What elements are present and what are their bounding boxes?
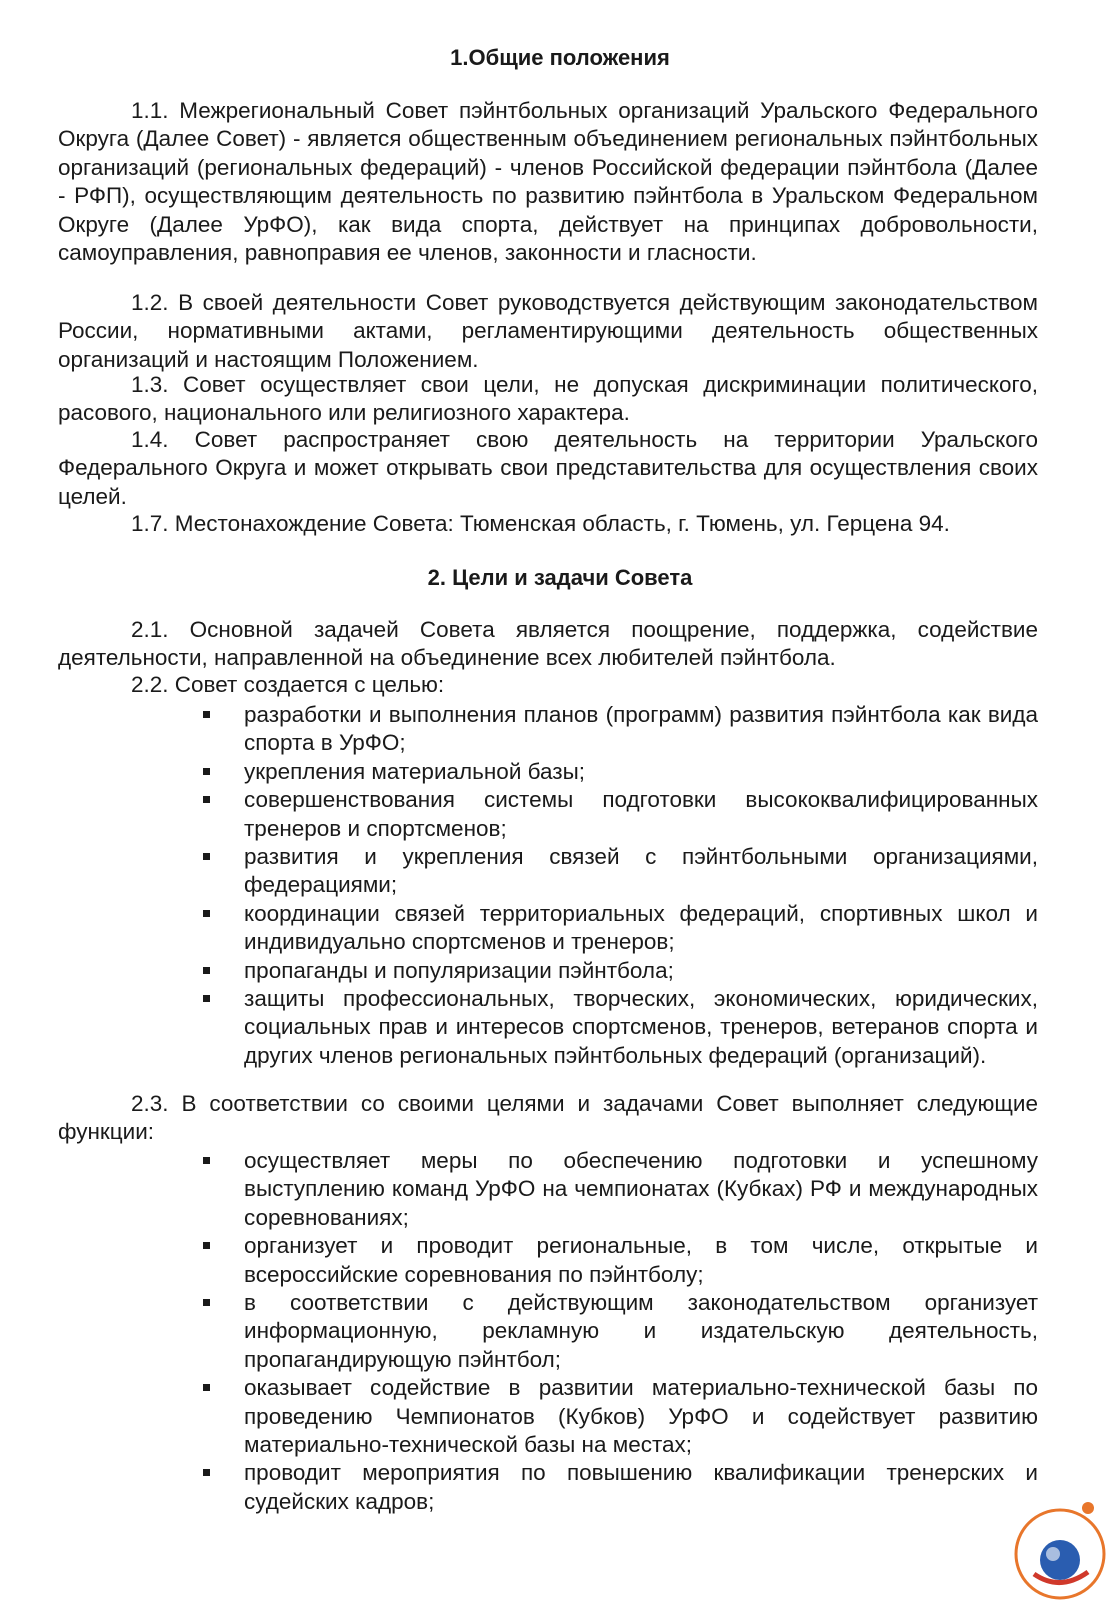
paragraph-2-1: 2.1. Основной задачей Совета является поощрение, поддержка, содействие деятельности, направленной на объединение всех любителей пэйнтбола. <box>58 617 1038 671</box>
section-1-title: 1.Общие положения <box>450 45 670 70</box>
list-item: в соответствии с действующим законодательством организует информационную, рекламную и издательскую деятельность, пропагандирующую пэйнтбол; <box>200 1289 1038 1374</box>
list-item: совершенствования системы подготовки высококвалифицированных тренеров и спортсменов; <box>200 786 1038 843</box>
bullet-icon <box>203 1384 210 1391</box>
paragraph-1-1: 1.1. Межрегиональный Совет пэйнтбольных организаций Уральского Федерального Округа (Далее Совет) - является общественным объединением региональных пэйнтбольных организаций (региональных федераций) - членов Российской федерации пэйнтбола (Далее - РФП), осуществляющим деятельность по развитию пэйнтбола в Уральском Федеральном Округе (Далее УрФО), как вида спорта, действует на принципах добровольности, самоуправления, равноправия ее членов, законности и гласности. <box>58 98 1038 266</box>
list-item: оказывает содействие в развитии материально-технической базы по проведению Чемпионатов (Кубков) УрФО и содействует развитию материально-технической базы на местах; <box>200 1374 1038 1459</box>
section-2-title: 2. Цели и задачи Совета <box>427 565 693 590</box>
bullet-icon <box>203 768 210 775</box>
list-item: развития и укрепления связей с пэйнтбольными организациями, федерациями; <box>200 843 1038 900</box>
bullet-icon <box>203 1157 210 1164</box>
bullet-icon <box>203 853 210 860</box>
list-item: укрепления материальной базы; <box>200 758 1038 786</box>
list-item: проводит мероприятия по повышению квалификации тренерских и судейских кадров; <box>200 1459 1038 1516</box>
functions-list <box>200 1147 1038 1516</box>
league-logo-icon <box>1004 1476 1112 1606</box>
list-item: разработки и выполнения планов (программ) развития пэйнтбола как вида спорта в УрФО; <box>200 701 1038 758</box>
paragraph-2-2: 2.2. Совет создается с целью: <box>131 672 445 697</box>
bullet-icon <box>203 910 210 917</box>
paragraph-2-3: 2.3. В соответствии со своими целями и задачами Совет выполняет следующие функции: <box>58 1091 1038 1145</box>
list-item: осуществляет меры по обеспечению подготовки и успешному выступлению команд УрФО на чемпионатах (Кубках) РФ и международных соревнованиях; <box>200 1147 1038 1232</box>
bullet-icon <box>203 995 210 1002</box>
paragraph-1-4: 1.4. Совет распространяет свою деятельность на территории Уральского Федерального Округа и может открывать свои представительства для осуществления своих целей. <box>58 427 1038 509</box>
paragraph-1-2: 1.2. В своей деятельности Совет руководствуется действующим законодательством России, нормативными актами, регламентирующими деятельность общественных организаций и настоящим Положением. <box>58 290 1038 372</box>
bullet-icon <box>203 711 210 718</box>
list-item: координации связей территориальных федераций, спортивных школ и индивидуально спортсменов и тренеров; <box>200 900 1038 957</box>
list-item: организует и проводит региональные, в том числе, открытые и всероссийские соревнования по пэйнтболу; <box>200 1232 1038 1289</box>
bullet-icon <box>203 1469 210 1476</box>
bullet-icon <box>203 796 210 803</box>
paragraph-1-7: 1.7. Местонахождение Совета: Тюменская область, г. Тюмень, ул. Герцена 94. <box>131 511 950 536</box>
bullet-icon <box>203 1299 210 1306</box>
list-item: пропаганды и популяризации пэйнтбола; <box>200 957 1038 985</box>
goals-list <box>200 701 1038 1070</box>
paragraph-1-3: 1.3. Совет осуществляет свои цели, не допуская дискриминации политического, расового, национального или религиозного характера. <box>58 372 1038 426</box>
bullet-icon <box>203 967 210 974</box>
list-item: защиты профессиональных, творческих, экономических, юридических, социальных прав и интересов спортсменов, тренеров, ветеранов спорта и других членов региональных пэйнтбольных федераций (организаций). <box>200 985 1038 1070</box>
bullet-icon <box>203 1242 210 1249</box>
